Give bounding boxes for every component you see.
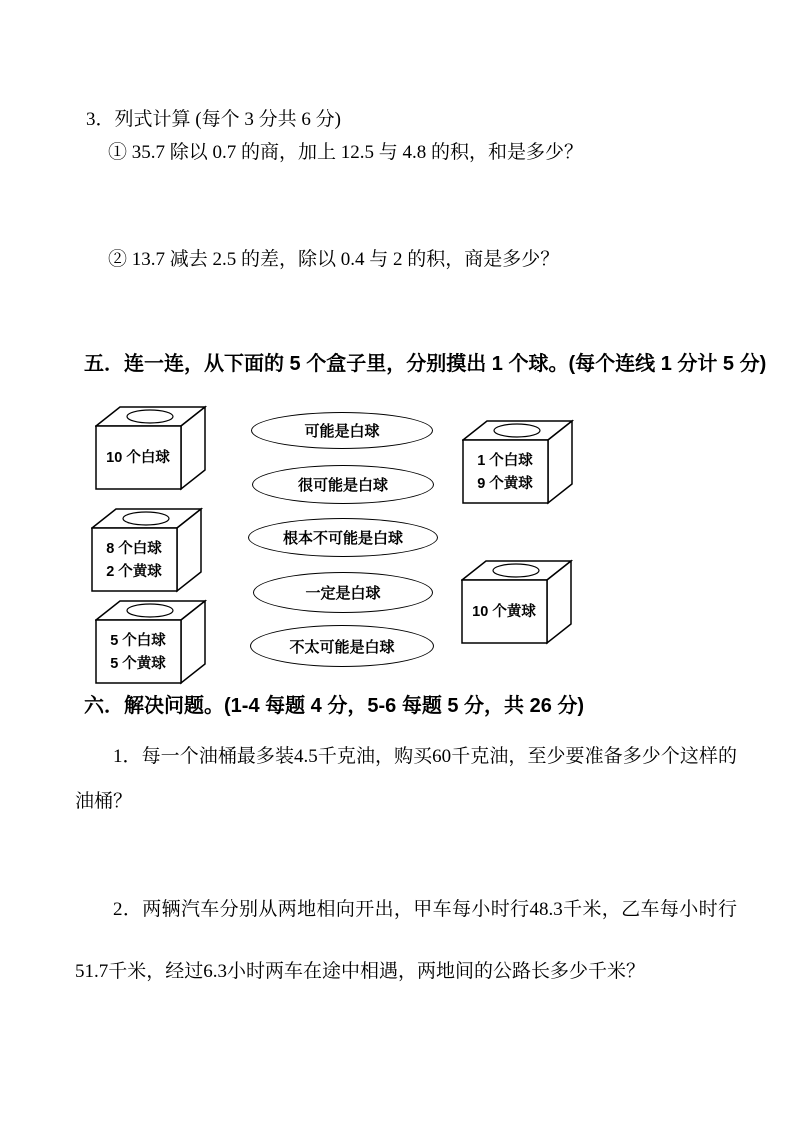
- box-front-face: [92, 528, 177, 591]
- oval-label: 一定是白球: [305, 585, 381, 602]
- probability-oval-2: [252, 465, 434, 504]
- oval-label: 不太可能是白球: [289, 638, 395, 656]
- box-label-line-1: 8 个白球: [106, 541, 162, 557]
- box-hole: [127, 410, 173, 423]
- calc-question-2: ② 13.7 减去 2.5 的差，除以 0.4 与 2 的积，商是多少？: [108, 249, 560, 270]
- ball-box-2: [462, 418, 574, 505]
- ball-box-1-shape: [95, 404, 207, 491]
- ball-box-3-shape: [91, 506, 203, 593]
- box-front-face: [96, 620, 181, 683]
- oval-label: 根本不可能是白球: [282, 530, 403, 547]
- box-hole: [127, 604, 173, 617]
- ball-box-4-shape: [461, 558, 573, 645]
- solve-question-2: 2．两辆汽车分别从两地相向开出，甲车每小时行48.3千米，乙车每小时行51.7千米，经过6.3小时两车在途中相遇，两地间的公路长多少千米？: [75, 899, 737, 982]
- calc-section-header: 3．列式计算 (每个 3 分共 6 分): [86, 109, 341, 130]
- box-label-line-2: 9 个黄球: [477, 476, 533, 492]
- box-hole: [123, 512, 169, 525]
- probability-oval-3: [248, 518, 438, 557]
- box-label-line-1: 1 个白球: [477, 453, 533, 469]
- ball-box-5-shape: [95, 598, 207, 685]
- box-label-line-2: 5 个黄球: [110, 656, 166, 672]
- box-label: 10 个黄球: [472, 604, 536, 620]
- calc-question-1: ① 35.7 除以 0.7 的商，加上 12.5 与 4.8 的积，和是多少？: [108, 142, 584, 163]
- probability-oval-5: [250, 625, 434, 667]
- solve-question-1: 1．每一个油桶最多装4.5千克油，购买60千克油，至少要准备多少个这样的油桶？: [75, 746, 737, 812]
- oval-label: 很可能是白球: [297, 477, 388, 494]
- oval-label: 可能是白球: [304, 423, 380, 440]
- ball-box-3: [91, 506, 203, 593]
- box-label-line-1: 5 个白球: [110, 633, 166, 649]
- ball-box-5: [95, 598, 207, 685]
- box-front-face: [463, 440, 548, 503]
- box-hole: [493, 564, 539, 577]
- probability-oval-4: [253, 572, 433, 613]
- ball-box-4: [461, 558, 573, 645]
- ball-box-2-shape: [462, 418, 574, 505]
- box-label: 10 个白球: [106, 450, 170, 466]
- ball-box-1: [95, 404, 207, 491]
- probability-oval-1: [251, 412, 433, 449]
- match-section-header: 五．连一连，从下面的 5 个盒子里，分别摸出 1 个球。(每个连线 1 分计 5 分): [84, 353, 767, 375]
- solve-section-header: 六．解决问题。(1-4 每题 4 分，5-6 每题 5 分，共 26 分): [84, 695, 585, 717]
- box-label-line-2: 2 个黄球: [106, 564, 162, 580]
- box-hole: [494, 424, 540, 437]
